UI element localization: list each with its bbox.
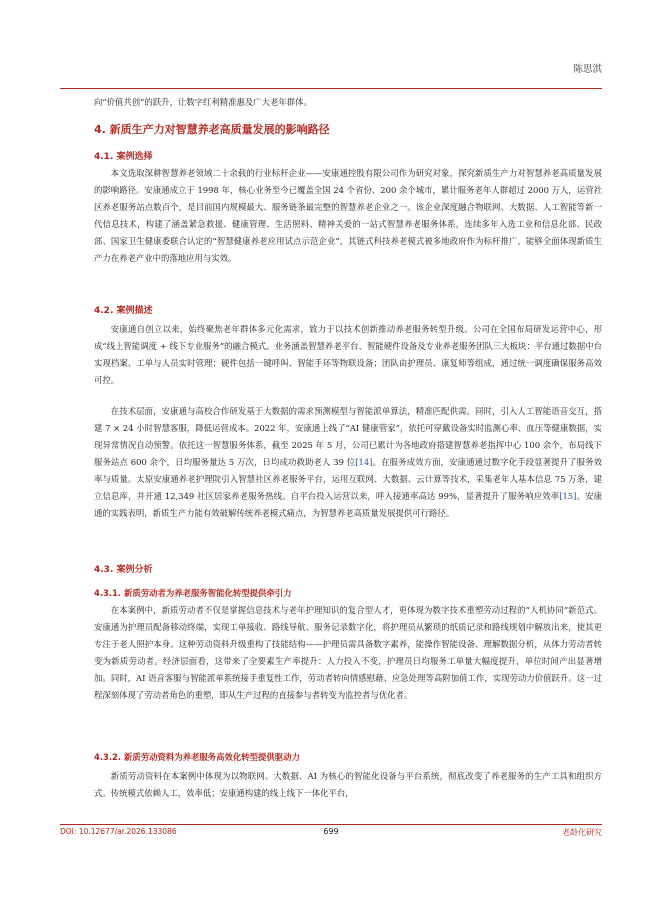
subsubsection-heading-4-3-2: 4.3.2. 新质劳动资料为养老服务高效化转型提供驱动力	[94, 752, 300, 762]
subsection-heading-4-2: 4.2. 案例描述	[94, 306, 153, 316]
paragraph-text: 。安康通的实践表明，新质生产力能有效破解传统养老模式痛点，为智慧养老高质量发展提供可行路径。	[94, 491, 603, 518]
citation-link[interactable]: [15]	[559, 491, 577, 501]
paragraph-new-labor-materials: 新质劳动资料在本案例中体现为以物联网、大数据、AI 为核心的智能化设备与平台系统，彻底改变了养老服务的生产工具和组织方式。传统模式依赖人工，效率低；安康通构建的线上线下一体化平台，	[94, 771, 602, 798]
paragraph-case-description-1: 安康通自创立以来，始终聚焦老年群体多元化需求，致力于以技术创新推动养老服务转型升级。公司在全国布局研发运营中心，形成“线上智能调度 + 线下专业服务”的融合模式。业务涵盖智慧养老平台、智能硬件设备及专业养老服务团队三大板块：平台通过数据中台实现档案、工单与人员实时管理；硬件包括一键呼叫、智能手环等物联设备；团队由护理员、康复师等组成，通过统一调度确保服务高效可控。	[94, 324, 602, 385]
footer-page-number: 699	[323, 827, 339, 836]
footer-journal-name: 老龄化研究	[562, 828, 602, 837]
paragraph-case-selection: 本文选取深耕智慧养老领域二十余载的行业标杆企业——安康通控股有限公司作为研究对象，探究新质生产力对智慧养老高质量发展的影响路径。安康通成立于 1998 年，核心业务至今已覆盖全国 24 个省份、200 余个城市，累计服务老年人群超过 2000 万人，运营社区养老服务站点数百个，是目前国内规模最大、服务链条最完整的智慧养老企业之一。该企业深度融合物联网、大数据、人工智能等新一代信息技术，构建了涵盖紧急救援、健康管理、生活照料、精神关爱的一站式智慧养老服务体系，连续多年入选工业和信息化部、民政部、国家卫生健康委联合认定的“智慧健康养老应用试点示范企业”，其链式科技养老模式被多地政府作为标杆推广，能够全面体现新质生产力在养老产业中的落地应用与实效。	[94, 168, 602, 263]
citation-link[interactable]: [14]	[355, 457, 373, 467]
paragraph-continued: 向“价值共创”的跃升，让数字红利精准惠及广大老年群体。	[94, 97, 312, 107]
subsubsection-heading-4-3-1: 4.3.1. 新质劳动者为养老服务智能化转型提供牵引力	[94, 588, 292, 598]
subsection-heading-4-3: 4.3. 案例分析	[94, 565, 153, 575]
paragraph-text: 在技术层面，安康通与高校合作研发基于大数据的需求预测模型与智能派单算法，精准匹配供需。同时，引入人工智能语音交互，搭建 7 × 24 小时智慧客服，降低运营成本。2022 年，安康通上线了“AI 健康管家”，依托可穿戴设备实时监测心率、血压等健康数据，实现异常情况自动预警。依托这一智慧服务体系，截至 2025 年 5 月，公司已累计为各地政府搭建智慧养老指挥中心 100 余个，布局线下服务站点 600 余个，日均服务量达 5 万次，日均成功救助老人 39 位	[94, 406, 602, 467]
footer-rule	[60, 824, 602, 825]
footer-doi[interactable]: DOI: 10.12677/ar.2026.133086	[60, 827, 177, 836]
running-head-author: 陈思淇	[573, 64, 602, 75]
paragraph-new-laborers: 在本案例中，新质劳动者不仅是掌握信息技术与老年护理知识的复合型人才，更体现为数字技术重塑劳动过程的“人机协同”新范式。安康通为护理员配备移动终端，实现工单接收、路线导航、服务记录数字化，将护理员从繁琐的纸质记录和路线规划中解放出来，使其更专注于老人照护本身。这种劳动资料升级重构了技能结构——护理员需具备数字素养，能操作智能设备、理解数据分析，从体力劳动者转变为新质劳动者。经济层面看，这带来了全要素生产率提升：人力投入不变，护理员日均服务工单量大幅度提升，单位时间产出显著增加。同时，AI 语音客服与智能派单系统接手重复性工作，劳动者转向情感慰藉、应急处理等高附加值工作，实现劳动力价值跃升。这一过程深刻体现了劳动者角色的重塑，即从生产过程的直接参与者转变为监控者与优化者。	[94, 605, 602, 700]
subsection-heading-4-1: 4.1. 案例选择	[94, 152, 153, 162]
section-heading-4: 4. 新质生产力对智慧养老高质量发展的影响路径	[94, 123, 330, 136]
paragraph-case-description-2	[94, 403, 602, 522]
paragraph-text: 。在服务成效方面，安康通通过数字化手段显著提升了服务效率与质量。太原安康通养老护理院引入智慧社区养老服务平台，运用互联网、大数据、云计算等技术，采集老年人基本信息 75 万条，建立信息库，并开通 12,349 社区居家养老服务热线。自平台投入运营以来，呼入接通率高达 99%，显著提升了服务响应效率	[94, 457, 602, 501]
header-rule	[60, 88, 602, 89]
